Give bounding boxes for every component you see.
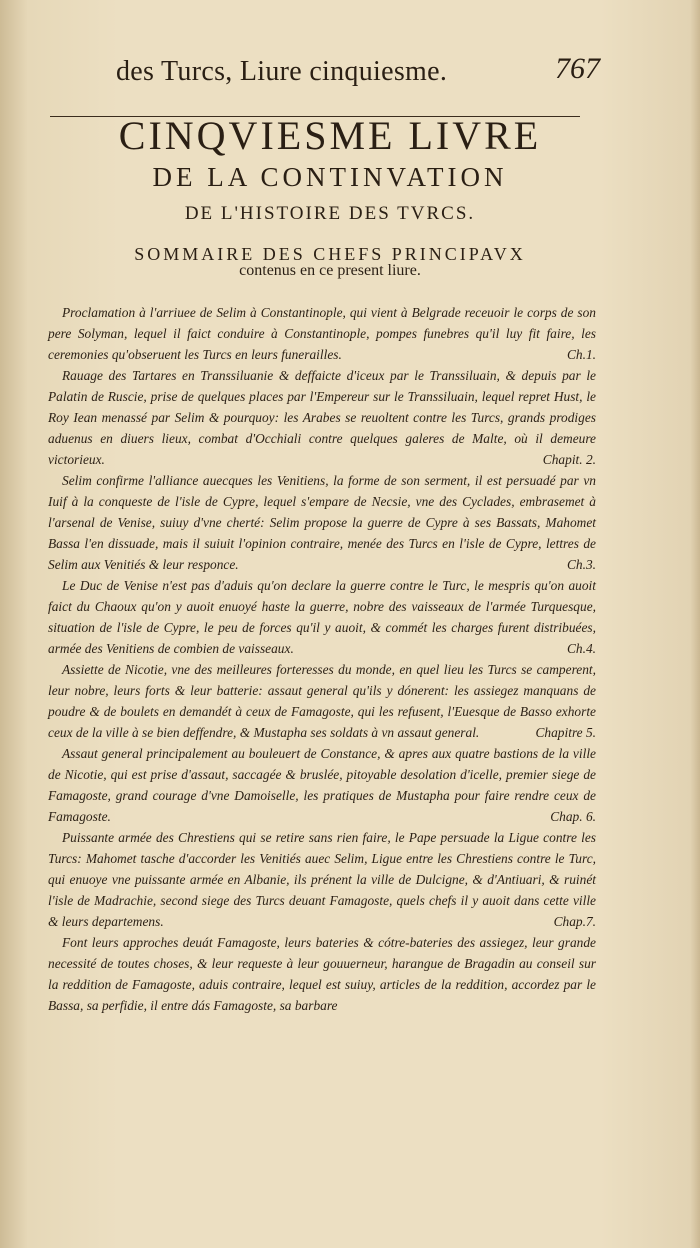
paragraph xyxy=(48,302,596,365)
paragraph-text: Puissante armée des Chrestiens qui se retire sans rien faire, le Pape persuade la Ligue contre les Turcs: Mahomet tasche d'accorder les Venitiés auec Selim, Ligue entre les Chrestiens contre le Turc, qui enuoye vne puissante armée en Albanie, ils prénent la ville de Dulcigne, & d'Antiuari, & ruinét l'isle de Madrachie, second siege des Turcs deuant Famagoste, quels chefs il y auoit dans cette ville & leurs departemens. xyxy=(48,830,596,929)
chapter-ref: Chapit. 2. xyxy=(542,452,596,467)
chapter-ref: Ch.3. xyxy=(566,557,596,572)
chapter-ref: Chap.7. xyxy=(553,914,596,929)
paragraph xyxy=(48,575,596,659)
book-title: CINQVIESME LIVRE xyxy=(118,113,542,158)
chapter-ref: Chap. 6. xyxy=(550,809,596,824)
book-subtitle-2: DE L'HISTOIRE DES TVRCS. xyxy=(184,203,476,224)
paragraph xyxy=(48,659,596,743)
page-number: 767 xyxy=(555,52,600,85)
paragraph-text: Proclamation à l'arriuee de Selim à Constantinople, qui vient à Belgrade receuoir le corps de son pere Solyman, lequel il faict conduire à Constantinople, pompes funebres qu'il luy fit faire, les ceremonies qu'obseruent les Turcs en leurs funerailles. xyxy=(48,305,596,362)
paragraph-text: Font leurs approches deuát Famagoste, leurs bateries & cótre-bateries des assiegez, leur grande necessité de toutes choses, & leur requeste à leur gouuerneur, harangue de Bragadin au conseil sur la reddition de Famagoste, aduis contraire, lequel est suiuy, articles de la reddition, accordez par le Bassa, sa perfidie, il entre dás Famagoste, sa barbare xyxy=(48,935,596,1013)
chapter-ref: Chapitre 5. xyxy=(535,725,596,740)
summary-text xyxy=(48,302,596,1016)
paragraph-text: Selim confirme l'alliance auecques les Venitiens, la forme de son serment, il est persuadé par vn Iuif à la conqueste de l'isle de Cypre, lequel s'empare de Necsie, vne des Cyclades, embrasemet à l'arsenal de Venise, suiuy d'vne cherté: Selim propose la guerre de Cypre à ses Bassats, Mahomet Bassa l'en dissuade, mais il suiuit l'opinion contraire, menée des Turcs en l'isle de Cypre, lettres de Selim aux Venitiés & leur responce. xyxy=(48,473,596,572)
summary-heading: SOMMAIRE DES CHEFS PRINCIPAVX xyxy=(134,244,526,264)
paragraph-text: Le Duc de Venise n'est pas d'aduis qu'on declare la guerre contre le Turc, le mespris qu'on auoit faict du Chaoux qu'on y auoit enuoyé haste la guerre, nobre des vaisseaux de l'armée Turquesque, situation de l'isle de Cypre, le peu de forces qu'il y auoit, & commét les charges furent distribuées, armée des Venitiens de combien de vaisseaux. xyxy=(48,578,596,656)
running-title: des Turcs, Liure cinquiesme. xyxy=(116,56,448,87)
paragraph xyxy=(48,827,596,932)
paragraph xyxy=(48,743,596,827)
paragraph xyxy=(48,470,596,575)
chapter-ref: Ch.4. xyxy=(566,641,596,656)
book-subtitle: DE LA CONTINVATION xyxy=(152,162,508,192)
chapter-ref: Ch.1. xyxy=(566,347,596,362)
running-head xyxy=(110,52,600,96)
paragraph-text: Assiette de Nicotie, vne des meilleures forteresses du monde, en quel lieu les Turcs se camperent, leur nobre, leurs forts & leur batterie: assaut general qu'ils y dónerent: les assiegez manquans de poudre & de boulets en demandét à ceux de Famagoste, qui les refusent, l'Euesque de Basso exhorte ceux de la ville à se bien deffendre, & Mustapha ses soldats à vn assaut general. xyxy=(48,662,596,740)
summary-subheading: contenus en ce present liure. xyxy=(239,262,421,279)
paragraph xyxy=(48,932,596,1016)
paragraph-text: Assaut general principalement au bouleuert de Constance, & apres aux quatre bastions de la ville de Nicotie, qui est prise d'assaut, saccagée & bruslée, pitoyable desolation d'icelle, premier siege de Famagoste, grand courage d'vne Damoiselle, les pratiques de Mustapha pour faire rendre ceux de Famagoste. xyxy=(48,746,596,824)
paragraph-text: Rauage des Tartares en Transsiluanie & deffaicte d'iceux par le Transsiluain, & depuis par le Palatin de Ruscie, prise de quelques places par l'Empereur sur le Transsiluain, lequel repret Hust, le Roy Iean menassé par Selim & pourquoy: les Arabes se reuoltent contre les Turcs, grands prodiges aduenus en diuers lieux, combat d'Occhiali contre quelques galeres de Malte, où il demeure victorieux. xyxy=(48,368,596,467)
paragraph xyxy=(48,365,596,470)
